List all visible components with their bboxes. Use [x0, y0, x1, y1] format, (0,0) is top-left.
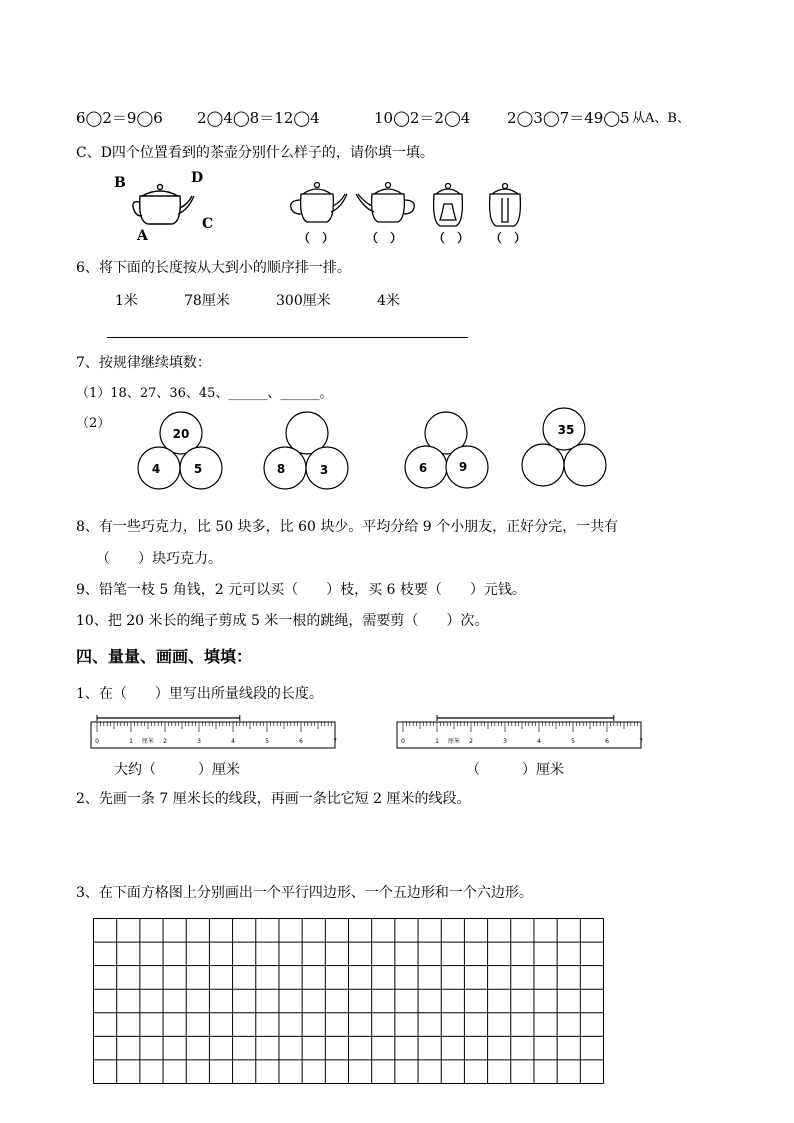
question-7-part-1: （1）18、27、36、45、______、______。 [76, 386, 333, 401]
teapot-icon [128, 178, 198, 228]
circle-right-4 [564, 444, 606, 486]
teapot-view-3-icon [428, 180, 468, 228]
question-8-line-1: 8、有一些巧克力，比 50 块多，比 60 块少。平均分给 9 个小朋友，正好分完，一共有 [76, 519, 619, 535]
circle-number: 9 [458, 460, 468, 474]
length-item-1: 1米 [115, 293, 138, 309]
view-answer-4: （ ） [490, 231, 527, 245]
number-circles-diagram [130, 405, 620, 500]
ruler-tick-label: 厘米 [447, 738, 461, 745]
question-8-line-2: （ ）块巧克力。 [96, 551, 222, 567]
question-7-text: 7、按规律继续填数： [76, 355, 211, 371]
ruler-tick-label: 2 [469, 738, 473, 745]
question-10-text: 10、把 20 米长的绳子剪成 5 米一根的跳绳，需要剪（ ）次。 [76, 613, 489, 629]
teapot-view-2-icon [354, 178, 418, 226]
view-answer-3: （ ） [433, 231, 470, 245]
ruler-1 [90, 708, 340, 754]
view-answer-1: （ ） [298, 231, 335, 245]
circle-number: 35 [557, 423, 575, 437]
position-label-a: A [137, 228, 148, 244]
ruler-2-answer: （ ）厘米 [466, 762, 564, 778]
teapot-view-4-icon [484, 180, 526, 230]
ruler-tick-label: 3 [503, 738, 507, 745]
ruler-2 [396, 712, 646, 754]
ruler-tick-label: 6 [299, 738, 303, 745]
ruler-tick-label: 0 [401, 738, 405, 745]
length-item-3: 300厘米 [276, 293, 331, 309]
ruler-tick-label: 1 [435, 738, 439, 745]
length-item-4: 4米 [377, 293, 400, 309]
question-9-text: 9、铅笔一枝 5 角钱，2 元可以买（ ）枝，买 6 枝要（ ）元钱。 [76, 582, 526, 598]
question-7-part-2-label: （2） [76, 416, 111, 431]
section-4-question-1: 1、在（ ）里写出所量线段的长度。 [76, 686, 323, 702]
view-answer-2: （ ） [366, 231, 403, 245]
circle-number: 4 [151, 462, 161, 476]
circle-left-4 [522, 444, 564, 486]
ruler-tick-label: 7 [333, 738, 337, 745]
ruler-1-answer: 大约（ ）厘米 [114, 762, 240, 778]
circle-number: 20 [172, 427, 190, 441]
section-4-question-2: 2、先画一条 7 厘米长的线段，再画一条比它短 2 厘米的线段。 [76, 791, 471, 807]
circle-number: 6 [418, 461, 428, 475]
circle-number: 5 [193, 462, 203, 476]
ruler-tick-label: 5 [571, 738, 575, 745]
ruler-tick-label: 3 [197, 738, 201, 745]
ruler-tick-label: 7 [639, 738, 643, 745]
circle-number: 3 [319, 463, 329, 477]
ruler-tick-label: 4 [537, 738, 541, 745]
ruler-tick-label: 5 [265, 738, 269, 745]
equation-1: 6◯2＝9◯6 [76, 109, 163, 127]
square-grid[interactable] [93, 918, 604, 1084]
section-4-title: 四、量量、画画、填填： [76, 647, 253, 666]
ruler-tick-label: 厘米 [141, 738, 155, 745]
ruler-tick-label: 1 [129, 738, 133, 745]
question-5-start: 、从A、B、 [619, 111, 690, 126]
ruler-tick-label: 0 [95, 738, 99, 745]
ruler-tick-label: 2 [163, 738, 167, 745]
ruler-tick-label: 6 [605, 738, 609, 745]
question-6-text: 6、将下面的长度按从大到小的顺序排一排。 [76, 260, 351, 276]
position-label-c: C [202, 216, 214, 232]
position-label-d: D [191, 170, 204, 186]
section-4-question-3: 3、在下面方格图上分别画出一个平行四边形、一个五边形和一个六边形。 [76, 885, 533, 901]
ruler-tick-label: 4 [231, 738, 235, 745]
question-5-text: C、D四个位置看到的茶壶分别什么样子的，请你填一填。 [76, 145, 434, 161]
teapot-view-1-icon [287, 178, 349, 226]
equation-4: 2◯3◯7＝49◯5 [507, 109, 630, 127]
length-item-2: 78厘米 [184, 293, 230, 309]
answer-line [107, 337, 468, 338]
equation-3: 10◯2＝2◯4 [374, 109, 471, 127]
equation-2: 2◯4◯8＝12◯4 [197, 109, 320, 127]
position-label-b: B [114, 175, 126, 191]
circle-number: 8 [276, 462, 286, 476]
